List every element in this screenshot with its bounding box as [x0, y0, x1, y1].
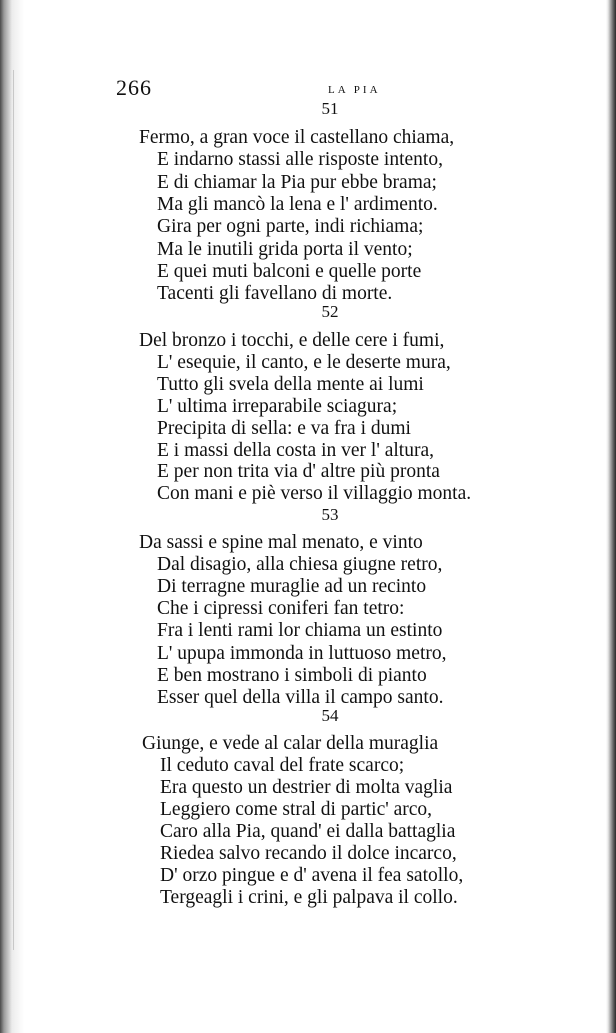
- verse-line: D' orzo pingue e d' avena il fea satollo,: [160, 865, 464, 886]
- verse-line: Esser quel della villa il campo santo.: [157, 686, 444, 708]
- verse-line: Tutto gli svela della mente ai lumi: [157, 373, 424, 395]
- verse-line: E ben mostrano i simboli di pianto: [157, 664, 427, 686]
- stanza-number: 54: [321, 706, 339, 725]
- stanza-number: 53: [321, 505, 339, 524]
- verse-line: Il ceduto caval del frate scarco;: [160, 755, 405, 776]
- verse-line: E quei muti balconi e quelle porte: [157, 260, 422, 282]
- verse-line: L' upupa immonda in luttuoso metro,: [157, 642, 447, 664]
- verse-line: Ma gli mancò la lena e l' ardimento.: [157, 193, 438, 215]
- verse-line: Fermo, a gran voce il castellano chiama,: [139, 127, 455, 148]
- verse-line: Tergeagli i crini, e gli palpava il collo.: [160, 887, 458, 908]
- verse-line: E indarno stassi alle risposte intento,: [157, 149, 443, 171]
- verse-line: Del bronzo i tocchi, e delle cere i fumi,: [139, 330, 445, 351]
- verse-line: Da sassi e spine mal menato, e vinto: [139, 532, 423, 553]
- verse-line: E i massi della costa in ver l' altura,: [157, 439, 434, 461]
- page-binding-right: [606, 0, 616, 1033]
- verse-line: Precipita di sella: e va fra i dumi: [157, 417, 411, 439]
- verse-line: Con mani e piè verso il villaggio monta.: [157, 483, 472, 505]
- verse-line: Dal disagio, alla chiesa giugne retro,: [157, 554, 443, 576]
- verse-line: E per non trita via d' altre più pronta: [157, 461, 440, 483]
- verse-line: E di chiamar la Pia pur ebbe brama;: [157, 171, 437, 193]
- stanza-number: 52: [321, 302, 339, 321]
- verse-line: L' ultima irreparabile sciagura;: [157, 395, 398, 417]
- verse-line: Caro alla Pia, quand' ei dalla battaglia: [160, 821, 456, 842]
- verse-line: Riedea salvo recando il dolce incarco,: [160, 843, 457, 864]
- page-binding-left: [0, 0, 26, 1033]
- verse-line: Di terragne muraglie ad un recinto: [157, 576, 427, 598]
- verse-line: Ma le inutili grida porta il vento;: [157, 238, 413, 260]
- verse-line: Tacenti gli favellano di morte.: [157, 283, 393, 305]
- verse-line: Leggiero come stral di partic' arco,: [160, 799, 433, 820]
- running-title: LA PIA: [328, 84, 381, 96]
- page-number: 266: [116, 75, 152, 100]
- verse-line: Giunge, e vede al calar della muraglia: [142, 733, 439, 754]
- verse-line: Che i cipressi coniferi fan tetro:: [157, 598, 405, 620]
- verse-line: Fra i lenti rami lor chiama un estinto: [157, 620, 443, 642]
- verse-line: Era questo un destrier di molta vaglia: [160, 777, 453, 798]
- verse-line: L' esequie, il canto, e le deserte mura,: [157, 351, 451, 373]
- verse-line: Gira per ogni parte, indi richiama;: [157, 216, 424, 238]
- stanza-number: 51: [321, 99, 339, 118]
